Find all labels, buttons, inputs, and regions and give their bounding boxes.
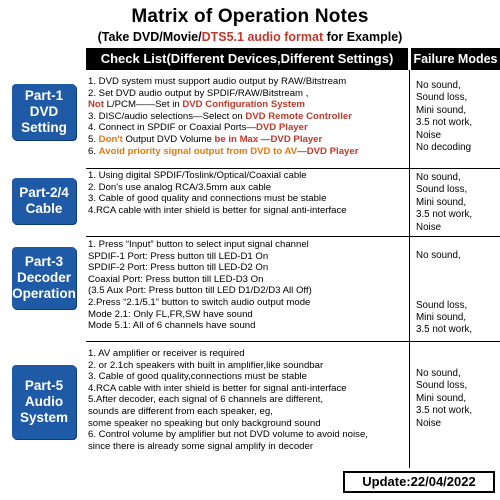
part-2-4-label: Part-2/4 Cable: [12, 178, 76, 224]
failure-mode-item: [416, 262, 500, 274]
failure-mode-item: Mini sound,: [416, 196, 467, 208]
checklist-text: sounds are different from each speaker, eg,: [88, 405, 273, 417]
checklist-text: some speaker no speaking but only background sound: [88, 417, 321, 429]
checklist-text: 5.After decoder, each signal of 6 channels are different,: [88, 394, 324, 406]
failure-mode-item: Noise: [416, 417, 442, 429]
checklist-text: 6. Control volume by amplifier but not DVD volume to avoid noise,: [88, 429, 368, 441]
checklist-line: [88, 418, 408, 430]
checklist-text: 3. Cable of good quality and connections must be stable: [88, 193, 327, 205]
checklist-text: (3.5 Aux Port: Press button till LED D1/D2/D3 All Off): [88, 285, 312, 297]
checklist-text: DVD Player: [306, 145, 359, 157]
update-date-box: Update:22/04/2022: [343, 471, 495, 493]
checklist-line: [88, 274, 408, 286]
checklist-text: DVD Player: [255, 122, 308, 134]
failure-mode-item: Sound loss,: [416, 92, 468, 104]
checklist-text: SPDIF-2 Port: Press button till LED-D2 On: [88, 262, 269, 274]
checklist-text: DVD Configuration System: [182, 99, 305, 111]
part-3-failures: [416, 250, 500, 337]
checklist-text: 4.RCA cable with inter shield is better for signal anti-interface: [88, 204, 347, 216]
checklist-line: [88, 76, 408, 88]
checklist-line: [88, 146, 408, 158]
part-2-4-checklist: [88, 170, 408, 216]
part-3-checklist: [88, 239, 408, 332]
failure-mode-item: Sound loss,: [416, 380, 468, 392]
checklist-text: 1. DVD system must support audio output by RAW/Bitstream: [88, 76, 347, 87]
checklist-text: 3. DISC/audio selections—Select on: [88, 110, 246, 122]
checklist-header: Check List(Different Devices,Different Settings): [86, 48, 408, 70]
checklist-text: be in Max: [214, 133, 259, 145]
checklist-line: [88, 134, 408, 146]
checklist-text: 3. Cable of good quality,connections must be stable: [88, 371, 308, 383]
subtitle-prefix: (Take DVD/Movie/: [97, 30, 202, 44]
failure-mode-item: No sound,: [416, 172, 461, 183]
part-2-4-failures: [416, 172, 500, 234]
checklist-line: [88, 320, 408, 332]
failure-mode-item: 3.5 not work,: [416, 209, 473, 221]
checklist-text: 2. or 2.1ch speakers with built in amplifier,like soundbar: [88, 359, 324, 371]
checklist-text: Not: [88, 99, 104, 111]
failure-mode-item: Mini sound,: [416, 392, 467, 404]
checklist-line: [88, 182, 408, 194]
part-5-label: Part-5 Audio System: [12, 365, 76, 439]
checklist-text: 4. Connect in SPDIF or Coaxial Ports—: [88, 122, 256, 134]
checklist-line: [88, 122, 408, 134]
checklist-text: 6.: [88, 145, 99, 157]
failure-mode-item: Sound loss,: [416, 299, 468, 311]
section-divider-3: [86, 341, 500, 342]
section-divider-2: [86, 236, 500, 237]
checklist-line: [88, 406, 408, 418]
checklist-text: 5.: [88, 133, 99, 145]
checklist-text: 2. Set DVD audio output by SPDIF/RAW/Bitstream ,: [88, 87, 309, 99]
checklist-line: [88, 394, 408, 406]
failure-mode-item: Noise: [416, 129, 442, 141]
section-divider-1: [86, 168, 500, 169]
subtitle-suffix: for Example): [323, 30, 403, 44]
checklist-line: [88, 309, 408, 321]
checklist-text: SPDIF-1 Port: Press button till LED-D1 On: [88, 250, 269, 262]
checklist-text: DVD Remote Controller: [245, 110, 352, 122]
checklist-text: 1. AV amplifier or receiver is required: [88, 348, 245, 359]
part-5-checklist: [88, 348, 408, 452]
checklist-line: [88, 383, 408, 395]
failure-header: Failure Modes: [411, 48, 500, 70]
failure-mode-item: No sound,: [416, 80, 461, 91]
checklist-line: [88, 111, 408, 123]
checklist-line: [88, 88, 408, 100]
checklist-text: Don't: [98, 133, 123, 145]
failure-mode-item: [416, 287, 500, 299]
part-1-failures: [416, 80, 500, 154]
checklist-text: DVD Player: [270, 133, 323, 145]
checklist-text: 1. Press “Input” button to select input signal channel: [88, 239, 309, 250]
checklist-text: since there is already some signal amplify in decoder: [88, 440, 314, 452]
failure-mode-item: 3.5 not work,: [416, 405, 473, 417]
checklist-text: —: [297, 145, 307, 157]
checklist-line: [88, 285, 408, 297]
column-divider: [409, 70, 410, 468]
checklist-text: L/PCM——Set in: [103, 99, 183, 111]
checklist-line: [88, 262, 408, 274]
checklist-line: [88, 348, 408, 360]
checklist-text: Mode 5.1: All of 6 channels have sound: [88, 320, 256, 332]
checklist-line: [88, 429, 408, 441]
checklist-text: 4.RCA cable with inter shield is better for signal anti-interface: [88, 382, 347, 394]
checklist-line: [88, 239, 408, 251]
failure-mode-item: 3.5 not work,: [416, 324, 473, 336]
checklist-text: —: [258, 133, 271, 145]
failure-mode-item: 3.5 not work,: [416, 117, 473, 129]
failure-mode-item: [416, 275, 500, 287]
page-title: Matrix of Operation Notes: [131, 6, 369, 27]
failure-mode-item: Mini sound,: [416, 104, 467, 116]
checklist-text: 1. Using digital SPDIF/Toslink/Optical/Coaxial cable: [88, 170, 307, 181]
checklist-text: 2.Press “2.1/5.1” button to switch audio output mode: [88, 296, 311, 308]
checklist-text: Mode 2.1: Only FL,FR,SW have sound: [88, 308, 253, 320]
failure-mode-item: Mini sound,: [416, 312, 467, 324]
checklist-line: [88, 193, 408, 205]
checklist-text: Avoid priority signal output from DVD to AV: [98, 145, 298, 157]
part-1-checklist: [88, 76, 408, 157]
part-3-label: Part-3 Decoder Operation: [12, 247, 76, 309]
checklist-line: [88, 170, 408, 182]
failure-mode-item: Sound loss,: [416, 184, 468, 196]
checklist-line: [88, 99, 408, 111]
checklist-text: Output DVD Volume: [122, 133, 215, 145]
checklist-line: [88, 371, 408, 383]
failure-mode-item: No sound,: [416, 250, 461, 261]
checklist-line: [88, 360, 408, 372]
failure-mode-item: Noise: [416, 221, 442, 233]
failure-mode-item: No sound,: [416, 368, 461, 379]
part-5-failures: [416, 368, 500, 430]
subtitle-highlight: DTS5.1 audio format: [201, 30, 324, 44]
checklist-text: 2. Don's use analog RCA/3.5mm aux cable: [88, 181, 272, 193]
checklist-line: [88, 205, 408, 217]
checklist-line: [88, 297, 408, 309]
checklist-line: [88, 251, 408, 263]
checklist-line: [88, 441, 408, 453]
page-subtitle: [0, 30, 500, 44]
checklist-text: Coaxial Port: Press button till LED-D3 On: [88, 273, 264, 285]
part-1-label: Part-1 DVD Setting: [12, 84, 76, 140]
failure-mode-item: No decoding: [416, 142, 472, 154]
